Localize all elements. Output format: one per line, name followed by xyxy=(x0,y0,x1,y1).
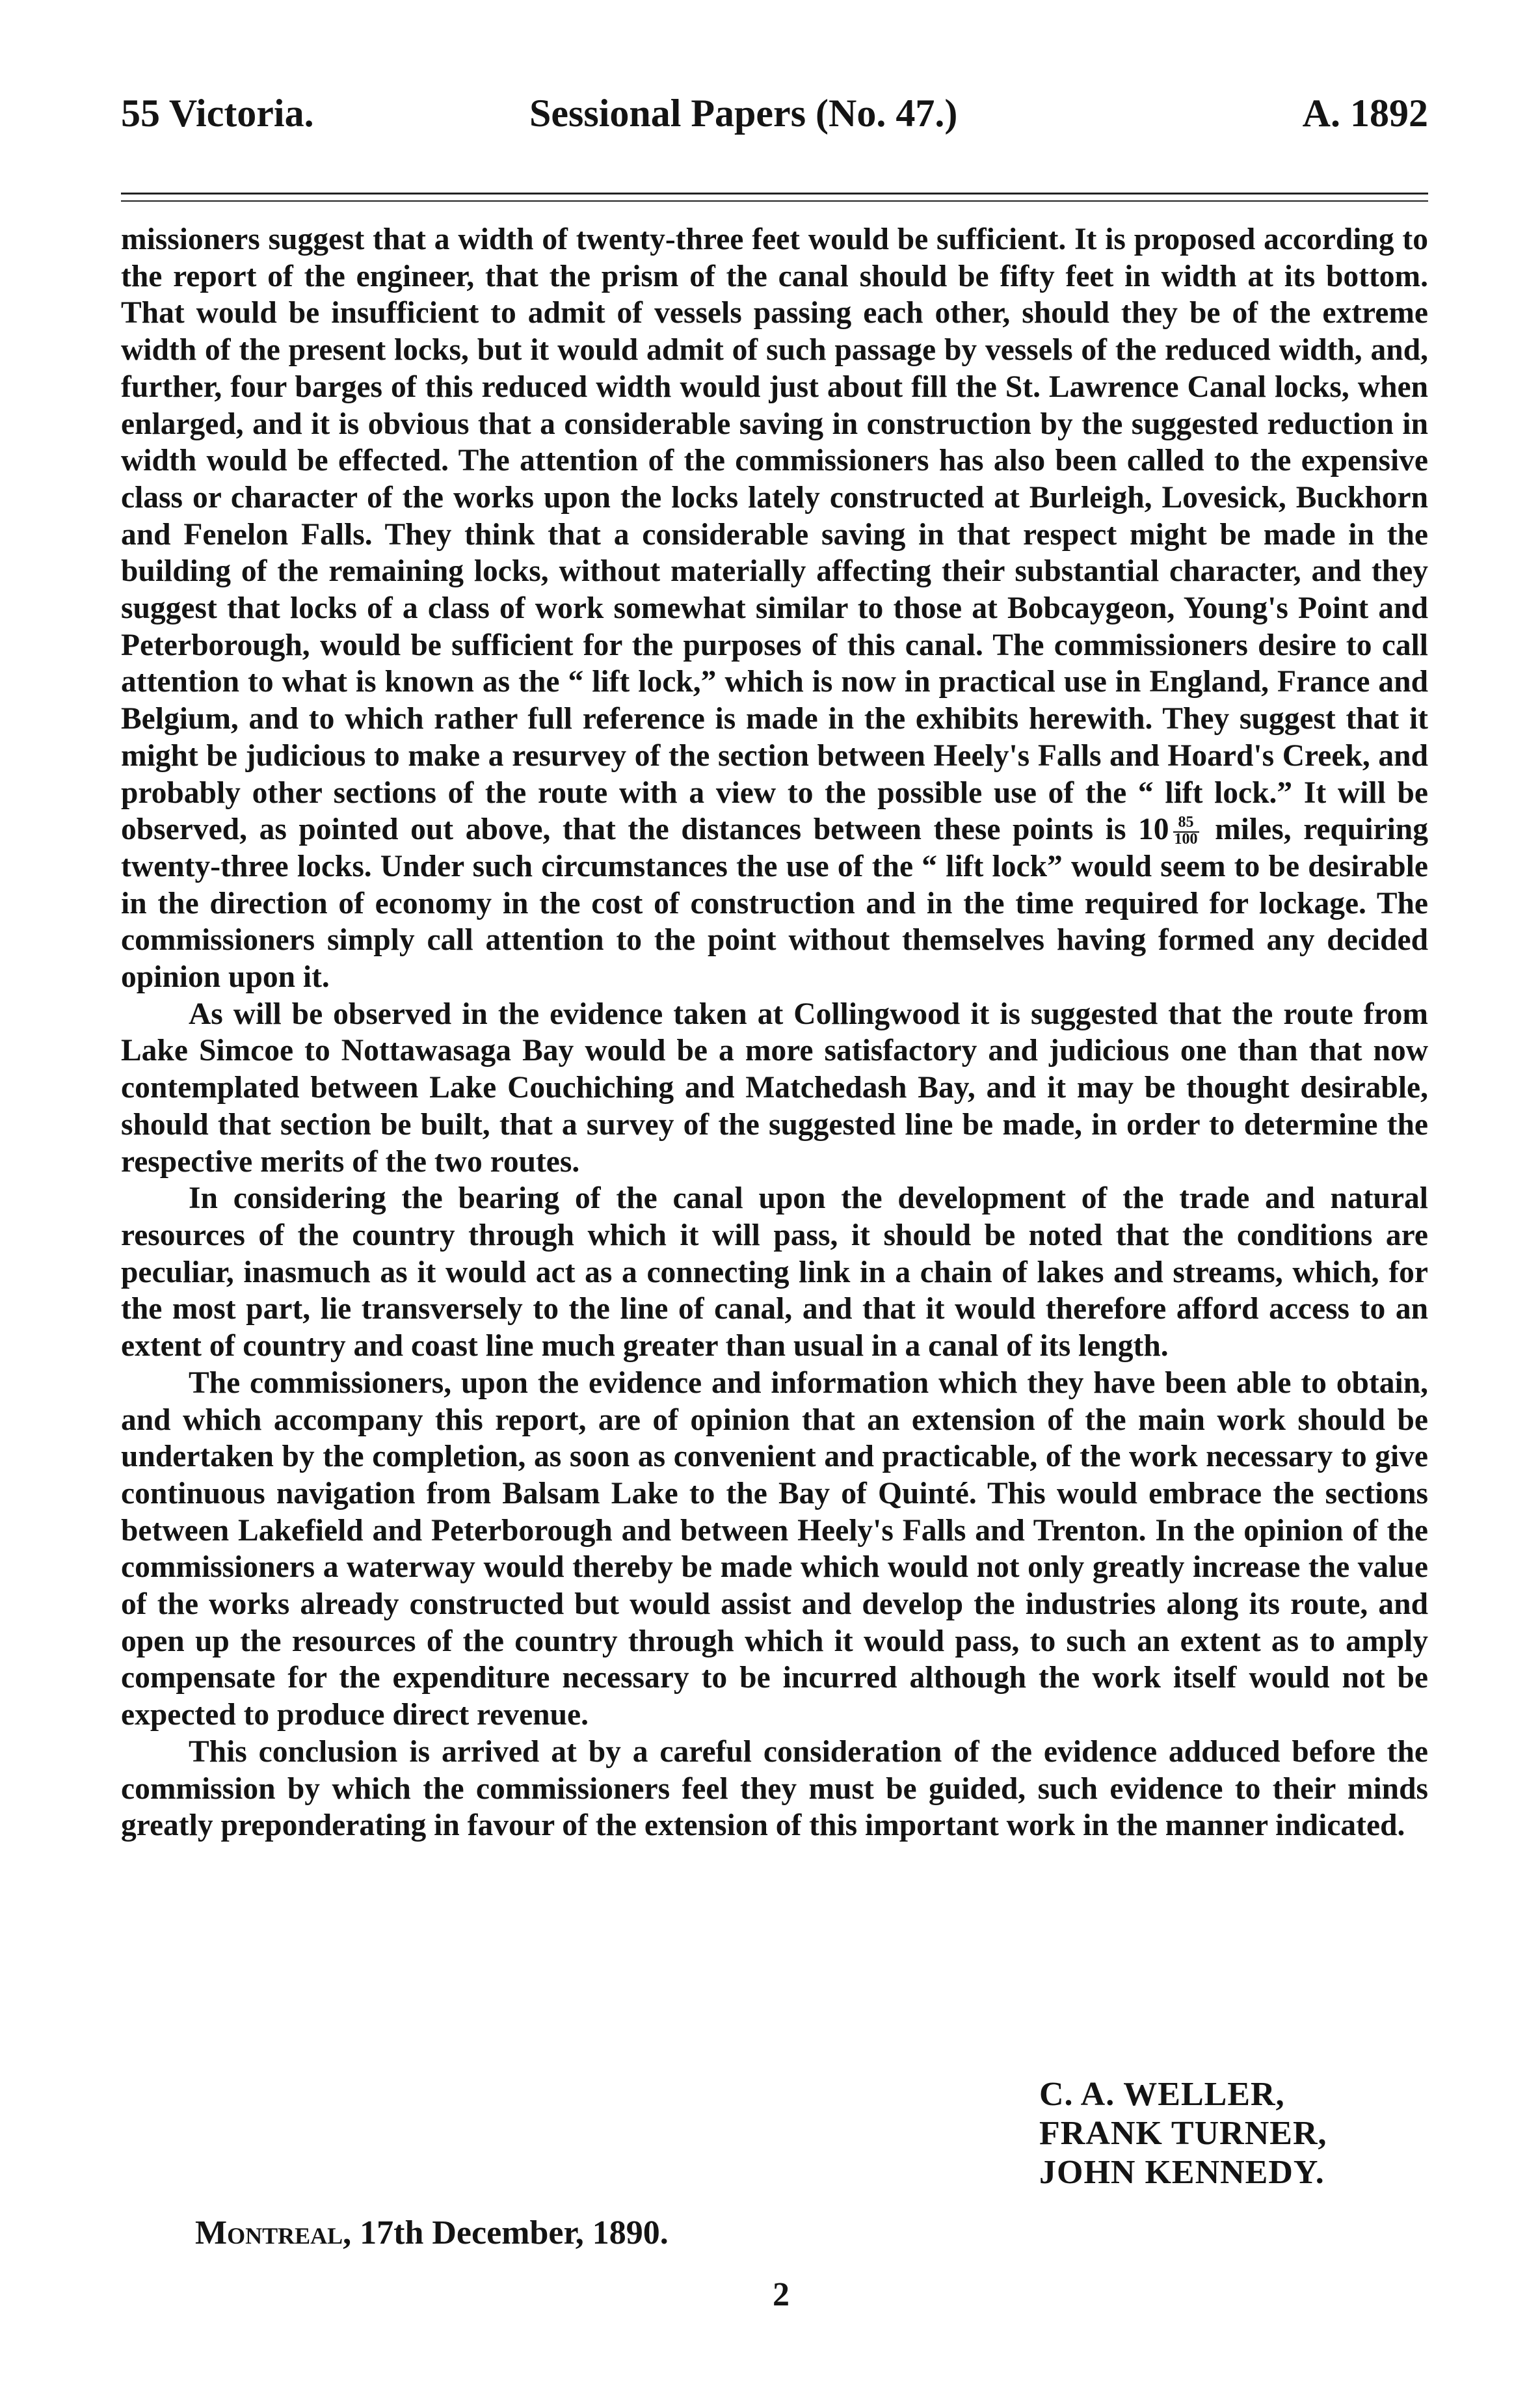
report-body xyxy=(121,221,1428,1844)
signature-block xyxy=(1039,2075,1327,2192)
header-year: A. 1892 xyxy=(1302,92,1428,135)
header-rule-bottom xyxy=(121,200,1428,202)
fraction-denominator: 100 xyxy=(1174,831,1198,848)
paragraph-5: This conclusion is arrived at by a careful consideration of the evidence adduced before the commission by which the commissioners feel they must be guided, such evidence to their minds greatly preponderating in favour of the extension of this important work in the manner indicated. xyxy=(121,1734,1428,1843)
signature-turner: FRANK TURNER, xyxy=(1039,2115,1327,2152)
distance-fraction xyxy=(1169,814,1203,848)
header-rule-top xyxy=(121,193,1428,195)
paragraph-3: In considering the bearing of the canal upon the development of the trade and natural resources of the country through which it will pass, it should be noted that the conditions are peculiar, inasmuch as it would act as a connecting link in a chain of lakes and streams, which, for the most part, lie transversely to the line of canal, and that it would therefore afford access to an extent of country and coast line much greater than usual in a canal of its length. xyxy=(121,1181,1428,1363)
header-volume: 55 Victoria. xyxy=(121,92,314,135)
signature-kennedy: JOHN KENNEDY. xyxy=(1039,2154,1325,2191)
paragraph-1-text-continued: miles, requiring twenty-three locks. Under such circumstances the use of the “ lift lock” would seem to be desirable in the direction of economy in the cost of construction and in the time required for lockage. The commissioners simply call attention to the point without themselves having formed any decided opinion upon it. xyxy=(121,812,1428,995)
paragraph-continued xyxy=(121,221,1428,996)
header-title: Sessional Papers (No. 47.) xyxy=(529,92,958,135)
fraction-numerator: 85 xyxy=(1178,814,1194,831)
paragraph-2: As will be observed in the evidence taken at Collingwood it is suggested that the route from Lake Simcoe to Nottawasaga Bay would be a more satisfactory and judicious one than that now contemplated between Lake Couchiching and Matchedash Bay, and it may be thought desirable, should that section be built, that a survey of the suggested line be made, in order to determine the respective merits of the two routes. xyxy=(121,997,1428,1179)
signature-weller: C. A. WELLER, xyxy=(1039,2076,1285,2113)
dateline-place: Montreal xyxy=(195,2214,343,2251)
paragraph-4: The commissioners, upon the evidence and information which they have been able to obtain, and which accompany this report, are of opinion that an extension of the main work should be undertaken by the completion, as soon as convenient and practicable, of the work necessary to give continuous navigation from Balsam Lake to the Bay of Quinté. This would embrace the sections between Lakefield and Peterborough and between Heely's Falls and Trenton. In the opinion of the commissioners a waterway would thereby be made which would not only greatly increase the value of the works already constructed but would assist and develop the industries along its route, and open up the resources of the country through which it would pass, to such an extent as to amply compensate for the expenditure necessary to be incurred although the work itself would not be expected to produce direct revenue. xyxy=(121,1365,1428,1732)
page-number: 2 xyxy=(773,2276,790,2313)
paragraph-1-text: missioners suggest that a width of twenty-three feet would be sufficient. It is proposed according to the report of the engineer, that the prism of the canal should be fifty feet in width at its bottom. That would be insufficient to admit of vessels passing each other, should they be of the extreme width of the present locks, but it would admit of such passage by vessels of the reduced width, and, further, four barges of this reduced width would just about fill the St. Lawrence Canal locks, when enlarged, and it is obvious that a considerable saving in construction by the suggested reduction in width would be effected. The attention of the commissioners has also been called to the expensive class or character of the works upon the locks lately constructed at Burleigh, Lovesick, Buckhorn and Fenelon Falls. They think that a considerable saving in that respect might be made in the building of the remaining locks, without materially affecting their substantial character, and they suggest that locks of a class of work somewhat similar to those at Bobcaygeon, Young's Point and Peterborough, would be sufficient for the purposes of this canal. The commissioners desire to call attention to what is known as the “ lift lock,” which is now in practical use in England, France and Belgium, and to which rather full reference is made in the exhibits herewith. They suggest that it might be judicious to make a resurvey of the section between Heely's Falls and Hoard's Creek, and probably other sections of the route with a view to the possible use of the “ lift lock.” It will be observed, as pointed out above, that the distances between these points is 10 xyxy=(121,222,1428,847)
dateline-date: , 17th December, 1890. xyxy=(343,2214,669,2251)
dateline xyxy=(195,2214,669,2252)
page-header xyxy=(121,91,1428,143)
